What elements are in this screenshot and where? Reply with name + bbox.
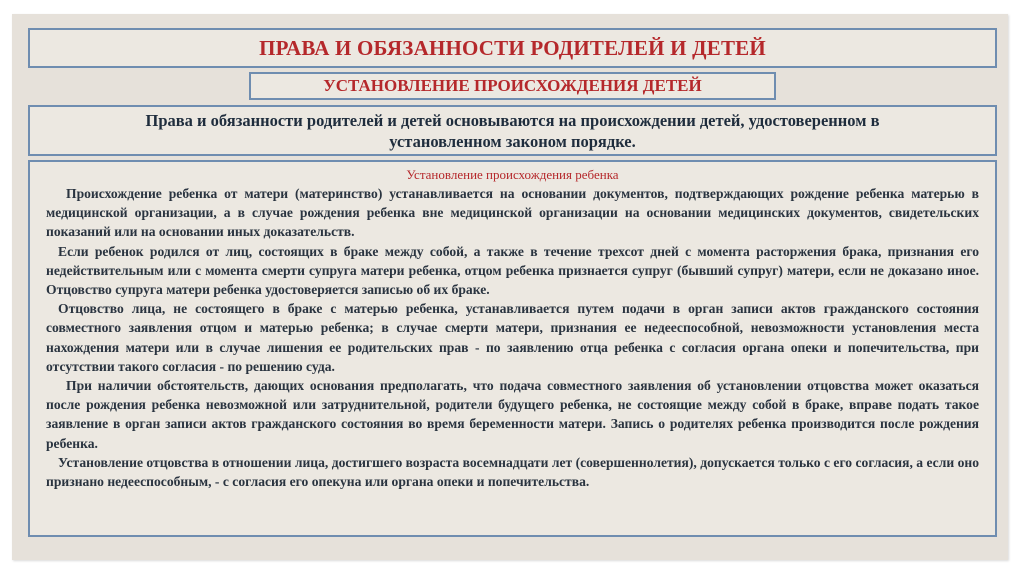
slide-title: ПРАВА И ОБЯЗАННОСТИ РОДИТЕЛЕЙ И ДЕТЕЙ — [259, 35, 766, 60]
main-content-box — [28, 160, 997, 537]
intro-box — [28, 105, 997, 156]
slide — [12, 14, 1008, 560]
paragraph-unmarried-father: Отцовство лица, не состоящего в браке с матерью ребенка, устанавливается путем подачи в орган записи актов гражданского состояния совместного заявления отцом и матерью ребенка; в случае смерти матери, признания ее недееспособной, невозможности установления места нахождения матери или в случае лишения ее родительских прав - по заявлению отца ребенка с согласия органа опеки и попечительства, при отсутствии такого согласия - по решению суда. — [46, 301, 979, 374]
paragraph-maternity: Происхождение ребенка от матери (материнство) устанавливается на основании документов, подтверждающих рождение ребенка матерью в медицинской организации, а в случае рождения ребенка вне медицинской организации на основании медицинских документов, свидетельских показаний или на основании иных доказательств. — [46, 186, 979, 240]
subtitle-box — [249, 72, 776, 100]
paragraph-adult-consent: Установление отцовства в отношении лица, достигшего возраста восемнадцати лет (совершеннолетия), допускается только с его согласия, а если оно признано недееспособным, - с согласия его опекуна или органа опеки и попечительства. — [46, 454, 979, 490]
paragraph-pregnancy-application: При наличии обстоятельств, дающих основания предполагать, что подача совместного заявления об установлении отцовства может оказаться после рождения ребенка невозможной или затруднительной, родители будущего ребенка, не состоящие между собой в браке, вправе подать такое заявление в орган записи актов гражданского состояния во время беременности матери. Запись о родителях ребенка производится после рождения ребенка. — [46, 378, 979, 451]
title-box — [28, 28, 997, 68]
section-heading: Установление происхождения ребенка — [406, 167, 619, 182]
paragraph-married-father: Если ребенок родился от лиц, состоящих в браке между собой, а также в течение трехсот дней с момента расторжения брака, признания его недействительным или с момента смерти супруга матери ребенка, отцом ребенка признается супруг (бывший супруг) матери, если не доказано иное. Отцовство супруга матери ребенка удостоверяется записью об их браке. — [46, 243, 979, 298]
slide-subtitle: УСТАНОВЛЕНИЕ ПРОИСХОЖДЕНИЯ ДЕТЕЙ — [323, 76, 702, 95]
intro-text: Права и обязанности родителей и детей основываются на происхождении детей, удостоверенном в установленном законом порядке. — [145, 110, 880, 151]
